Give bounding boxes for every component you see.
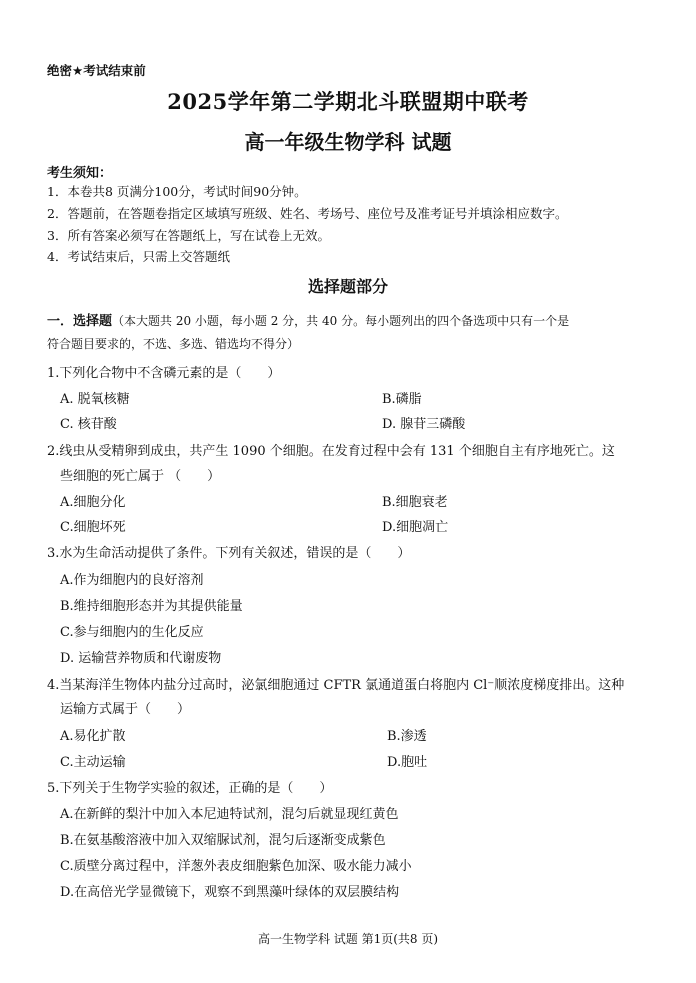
part-heading (47, 310, 569, 329)
notice-heading: 考生须知： (47, 166, 113, 181)
option-c: C.参与细胞内的生化反应 (60, 625, 204, 640)
question-stem: 5.下列关于生物学实验的叙述，正确的是（ ） (47, 781, 333, 796)
option-b: B.维持细胞形态并为其提供能量 (60, 599, 243, 614)
option-c: C.主动运输 (60, 755, 126, 770)
option-b: B.渗透 (387, 729, 427, 744)
question-stem: 1.下列化合物中不含磷元素的是（ ） (47, 366, 281, 381)
option-c: C.细胞坏死 (60, 520, 126, 535)
option-b: B.磷脂 (382, 392, 422, 407)
question-stem: 2.线虫从受精卵到成虫，共产生 1090 个细胞。在发育过程中会有 131 个细胞自主有序地死亡。这 (47, 444, 615, 459)
option-a: A.在新鲜的梨汁中加入本尼迪特试剂，混匀后就显现红黄色 (60, 807, 399, 822)
question-stem-cont: 些细胞的死亡属于 （ ） (60, 469, 221, 484)
option-d: D. 运输营养物质和代谢废物 (60, 651, 222, 666)
option-d: D. 腺苷三磷酸 (382, 417, 466, 432)
option-d: D.细胞凋亡 (382, 520, 449, 535)
notice-item: 1．本卷共8 页满分100分，考试时间90分钟。 (47, 184, 307, 199)
option-d: D.在高倍光学显微镜下，观察不到黑藻叶绿体的双层膜结构 (60, 885, 400, 900)
question-stem: 4.当某海洋生物体内盐分过高时，泌氯细胞通过 CFTR 氯通道蛋白将胞内 Cl⁻顺浓度梯度排出。这种 (47, 678, 625, 693)
option-c: C.质壁分离过程中，洋葱外表皮细胞紫色加深、吸水能力减小 (60, 859, 412, 874)
option-b: B.在氨基酸溶液中加入双缩脲试剂，混匀后逐渐变成紫色 (60, 833, 386, 848)
option-b: B.细胞衰老 (382, 495, 448, 510)
subject-title: 高一年级生物学科 试题 (244, 130, 452, 154)
part-description-cont: 符合题目要求的，不选、多选、错选均不得分） (47, 337, 300, 351)
option-c: C. 核苷酸 (60, 417, 117, 432)
notice-item: 3．所有答案必须写在答题纸上，写在试卷上无效。 (47, 228, 330, 243)
confidential-label: 绝密★考试结束前 (47, 63, 146, 78)
part-description: （本大题共 20 小题，每小题 2 分，共 40 分。每小题列出的四个备选项中只有一个是 (112, 314, 570, 328)
part-label: 一．选择题 (47, 314, 113, 329)
exam-title: 2025学年第二学期北斗联盟期中联考 (167, 89, 529, 114)
option-a: A.细胞分化 (60, 495, 126, 510)
option-a: A. 脱氧核糖 (60, 392, 130, 407)
notice-item: 2．答题前，在答题卷指定区域填写班级、姓名、考场号、座位号及准考证号并填涂相应数字。 (47, 206, 568, 221)
page-footer: 高一生物学科 试题 第1页(共8 页) (257, 932, 439, 946)
option-d: D.胞吐 (387, 755, 428, 770)
question-stem: 3.水为生命活动提供了条件。下列有关叙述，错误的是（ ） (47, 546, 411, 561)
section-title: 选择题部分 (307, 277, 388, 296)
question-stem-cont: 运输方式属于（ ） (60, 702, 191, 717)
option-a: A.易化扩散 (60, 729, 126, 744)
option-a: A.作为细胞内的良好溶剂 (60, 573, 204, 588)
notice-item: 4．考试结束后，只需上交答题纸 (47, 249, 230, 264)
